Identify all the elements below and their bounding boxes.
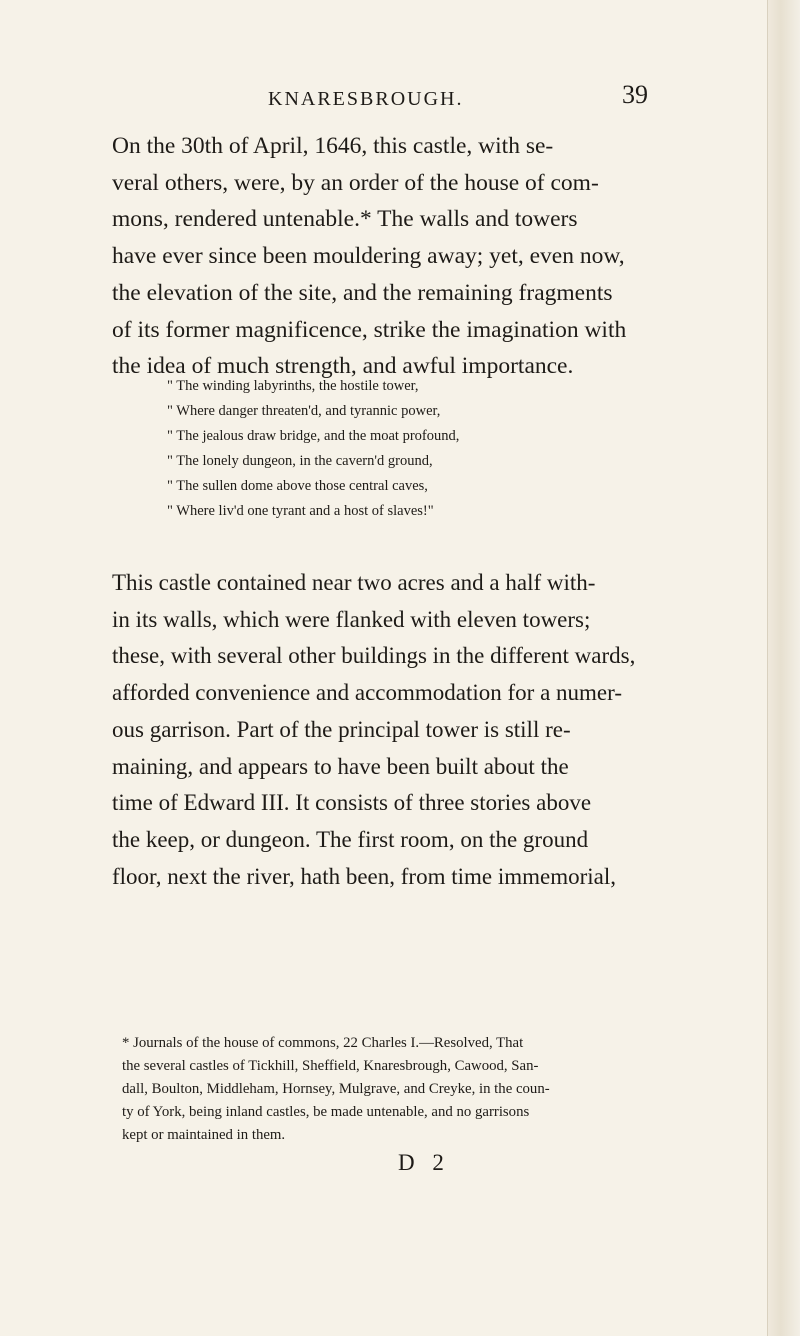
- paragraph-line: ous garrison. Part of the principal tower is still re-: [112, 716, 571, 742]
- verse-line: " The jealous draw bridge, and the moat profound,: [167, 428, 460, 444]
- signature-mark: D 2: [398, 1150, 450, 1175]
- running-head: [268, 80, 648, 118]
- verse-line: " The lonely dungeon, in the cavern'd ground,: [167, 453, 433, 469]
- footnote-line: kept or maintained in them.: [122, 1127, 286, 1143]
- paragraph-2: [112, 565, 677, 895]
- running-title: KNARESBROUGH.: [268, 88, 464, 110]
- verse-quotation: [167, 374, 667, 524]
- paragraph-line: these, with several other buildings in the different wards,: [112, 643, 636, 669]
- paragraph-line: the idea of much strength, and awful importance.: [112, 353, 574, 380]
- paragraph-line: maining, and appears to have been built about the: [112, 753, 569, 779]
- paragraph-line: the elevation of the site, and the remaining fragments: [112, 279, 613, 306]
- footnote-line: dall, Boulton, Middleham, Hornsey, Mulgrave, and Creyke, in the coun-: [122, 1081, 550, 1097]
- verse-line: " The winding labyrinths, the hostile tower,: [167, 378, 419, 394]
- paragraph-line: This castle contained near two acres and a half with-: [112, 570, 596, 595]
- footnote-line: * Journals of the house of commons, 22 Charles I.—Resolved, That: [122, 1035, 524, 1051]
- paragraph-line: the keep, or dungeon. The first room, on the ground: [112, 826, 589, 852]
- paragraph-line: veral others, were, by an order of the house of com-: [112, 169, 599, 196]
- paragraph-line: mons, rendered untenable.* The walls and towers: [112, 206, 578, 233]
- paragraph-line: of its former magnificence, strike the imagination with: [112, 316, 627, 343]
- paragraph-1: [112, 128, 677, 385]
- paragraph-line: On the 30th of April, 1646, this castle, with se-: [112, 133, 554, 159]
- footnote-line: ty of York, being inland castles, be made untenable, and no garrisons: [122, 1104, 530, 1120]
- verse-line: " The sullen dome above those central caves,: [167, 478, 428, 494]
- verse-line: " Where danger threaten'd, and tyrannic power,: [167, 403, 441, 419]
- verse-line: " Where liv'd one tyrant and a host of slaves!": [167, 503, 434, 519]
- paragraph-line: afforded convenience and accommodation for a numer-: [112, 680, 622, 706]
- footnote: [122, 1032, 682, 1147]
- paragraph-line: floor, next the river, hath been, from time immemorial,: [112, 863, 617, 889]
- footnote-line: the several castles of Tickhill, Sheffield, Knaresbrough, Cawood, San-: [122, 1058, 539, 1074]
- paragraph-line: in its walls, which were flanked with eleven towers;: [112, 606, 591, 632]
- paragraph-line: time of Edward III. It consists of three stories above: [112, 790, 592, 816]
- page-number: 39: [622, 80, 648, 109]
- page-edge: [767, 0, 800, 1336]
- paragraph-line: have ever since been mouldering away; yet, even now,: [112, 243, 625, 270]
